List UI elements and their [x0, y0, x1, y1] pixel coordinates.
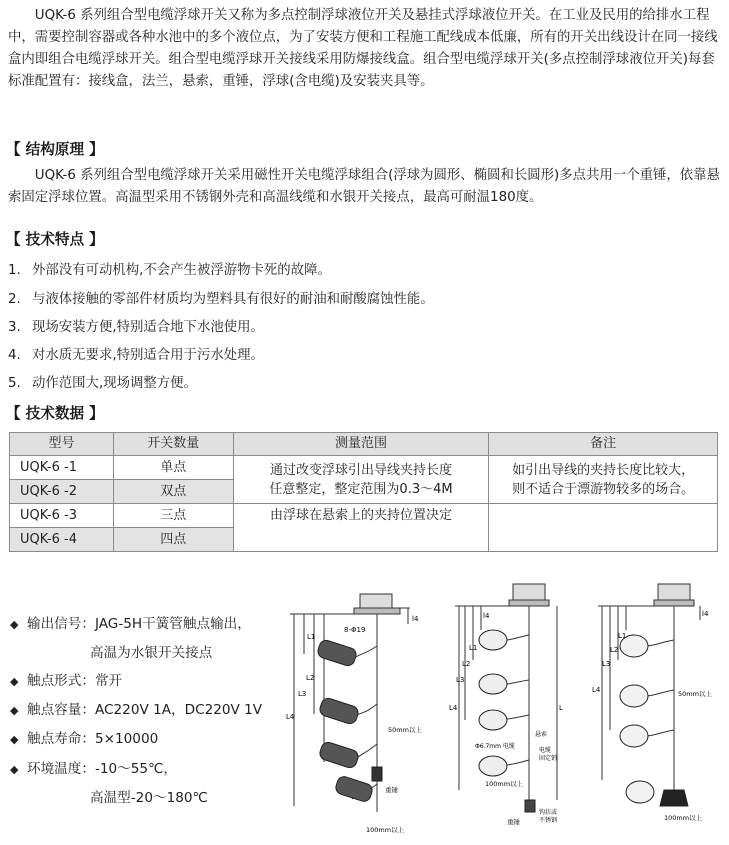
diamond-bullet-icon: ◆ [10, 763, 19, 776]
svg-text:100mm以上: 100mm以上 [664, 814, 703, 822]
svg-text:L1: L1 [618, 632, 627, 640]
col-header-range: 测量范围 [233, 433, 489, 456]
svg-text:100mm以上: 100mm以上 [366, 826, 405, 834]
diamond-bullet-icon: ◆ [10, 733, 19, 746]
svg-text:不锈钢: 不锈钢 [539, 817, 558, 824]
note-line: 则不适合于漂游物较多的场合。 [512, 481, 695, 497]
svg-text:l4: l4 [412, 615, 419, 623]
installation-diagram-1 [280, 584, 430, 844]
range-cell-rope: 由浮球在悬索上的夹持位置决定 [233, 504, 489, 552]
svg-text:100mm以上: 100mm以上 [485, 780, 524, 788]
svg-text:50mm以上: 50mm以上 [678, 690, 712, 698]
svg-text:l4: l4 [483, 612, 490, 620]
float-ball-icon [479, 630, 507, 650]
junction-box-icon [658, 584, 690, 600]
count-cell: 三点 [113, 504, 233, 528]
diamond-bullet-icon: ◆ [10, 618, 19, 631]
intro-paragraph: UQK-6 系列组合型电缆浮球开关又称为多点控制浮球液位开关及悬挂式浮球液位开关。在工业及民用的给排水工程中，需要控制容器或各种水池中的多个液位点，为了安装方便和工程施工配线成本低廉，所有的开关出线设计在同一接线盒内即组合电缆浮球开关。组合型电缆浮球开关接线采用防爆接线盒。组合型电缆浮球开关(多点控制浮球液位开关)每套标准配置有：接线盒，法兰，悬索，重锤，浮球(含电缆)及安装夹具等。 [8, 8, 718, 89]
svg-text:L1: L1 [469, 644, 478, 652]
table-row [10, 456, 718, 480]
range-cell-adjustable [233, 456, 489, 504]
weight-icon [372, 767, 382, 781]
diamond-bullet-icon: ◆ [10, 675, 19, 688]
float-ball-icon [334, 775, 374, 803]
float-ball-icon [479, 710, 507, 730]
heading-principle: 【 结构原理 】 [6, 141, 104, 158]
svg-text:L: L [559, 704, 563, 712]
principle-paragraph: UQK-6 系列组合型电缆浮球开关采用磁性开关电缆浮球组合(浮球为圆形、椭圆和长圆形)多点共用一个重锤，依靠悬索固定浮球位置。高温型采用不锈钢外壳和高温线缆和水银开关接点，最高可耐温180度。 [8, 168, 720, 205]
count-cell: 单点 [113, 456, 233, 480]
heading-features: 【 技术特点 】 [6, 231, 104, 248]
range-line: 通过改变浮球引出导线夹持长度 [270, 462, 453, 478]
count-cell: 双点 [113, 480, 233, 504]
svg-text:L1: L1 [307, 633, 316, 641]
spec-output-signal: ◆ 输出信号：JAG-5H干簧管触点输出， [10, 616, 251, 632]
svg-text:L3: L3 [298, 690, 307, 698]
col-header-count: 开关数量 [113, 433, 233, 456]
col-header-model: 型号 [10, 433, 114, 456]
svg-text:L4: L4 [449, 704, 458, 712]
spec-contact-form: ◆ 触点形式：常开 [10, 673, 123, 689]
float-ball-icon [318, 741, 360, 770]
float-ball-icon [626, 781, 654, 803]
svg-text:L3: L3 [456, 676, 465, 684]
flange-icon [509, 600, 549, 606]
installation-diagram-3 [588, 580, 726, 842]
float-ball-icon [479, 756, 507, 776]
svg-text:8-Φ19: 8-Φ19 [344, 626, 366, 634]
junction-box-icon [513, 584, 545, 600]
feature-item: 1. 外部没有可动机构,不会产生被浮游物卡死的故障。 [8, 263, 331, 278]
svg-text:L2: L2 [306, 674, 315, 682]
svg-text:L4: L4 [286, 713, 295, 721]
col-header-note: 备注 [489, 433, 718, 456]
feature-item: 3. 现场安装方便,特别适合地下水池使用。 [8, 320, 264, 335]
table-header-row [10, 433, 718, 456]
diamond-bullet-icon: ◆ [10, 704, 19, 717]
svg-text:L4: L4 [592, 686, 601, 694]
feature-item: 2. 与液体接触的零部件材质均为塑料具有很好的耐油和耐酸腐蚀性能。 [8, 292, 434, 307]
junction-box-icon [360, 594, 392, 608]
note-cell-empty [489, 504, 718, 552]
flange-icon [354, 608, 400, 614]
heading-tech-data: 【 技术数据 】 [6, 405, 104, 422]
model-cell: UQK-6 -4 [10, 528, 114, 552]
weight-icon [660, 790, 688, 806]
svg-text:L3: L3 [602, 660, 611, 668]
spec-ambient-temp-cont: 高温型-20～180℃ [90, 790, 208, 806]
svg-text:钩状或: 钩状或 [539, 809, 558, 816]
count-cell: 四点 [113, 528, 233, 552]
svg-text:电缆: 电缆 [539, 747, 552, 754]
model-cell: UQK-6 -2 [10, 480, 114, 504]
spec-contact-life: ◆ 触点寿命：5×10000 [10, 731, 159, 747]
float-ball-icon [620, 685, 648, 707]
table-row [10, 504, 718, 528]
float-ball-icon [620, 725, 648, 747]
svg-text:固定销: 固定销 [539, 755, 558, 762]
feature-item: 4. 对水质无要求,特别适合用于污水处理。 [8, 348, 264, 363]
float-ball-icon [479, 674, 507, 694]
svg-text:L2: L2 [462, 660, 471, 668]
svg-text:50mm以上: 50mm以上 [388, 726, 422, 734]
flange-icon [654, 600, 694, 606]
weight-icon [525, 800, 535, 812]
feature-item: 5. 动作范围大,现场调整方便。 [8, 376, 197, 391]
svg-text:l4: l4 [702, 610, 709, 618]
spec-contact-capacity: ◆ 触点容量：AC220V 1A，DC220V 1V [10, 702, 263, 718]
svg-text:悬索: 悬索 [535, 731, 548, 738]
spec-ambient-temp: ◆ 环境温度：-10～55℃， [10, 761, 177, 777]
installation-diagram-2 [445, 580, 585, 842]
note-line: 如引出导线的夹持长度比较大， [512, 462, 695, 478]
svg-text:L2: L2 [610, 646, 619, 654]
model-cell: UQK-6 -1 [10, 456, 114, 480]
note-cell [489, 456, 718, 504]
range-line: 任意整定，整定范围为0.3～4M [269, 481, 453, 497]
model-cell: UQK-6 -3 [10, 504, 114, 528]
tech-data-table [9, 432, 718, 552]
spec-output-signal-cont: 高温为水银开关接点 [90, 645, 213, 661]
svg-text:重锤: 重锤 [507, 818, 520, 826]
float-ball-icon [316, 639, 358, 668]
svg-text:Φ6.7mm 电缆: Φ6.7mm 电缆 [475, 743, 515, 750]
svg-text:重锤: 重锤 [385, 786, 398, 794]
